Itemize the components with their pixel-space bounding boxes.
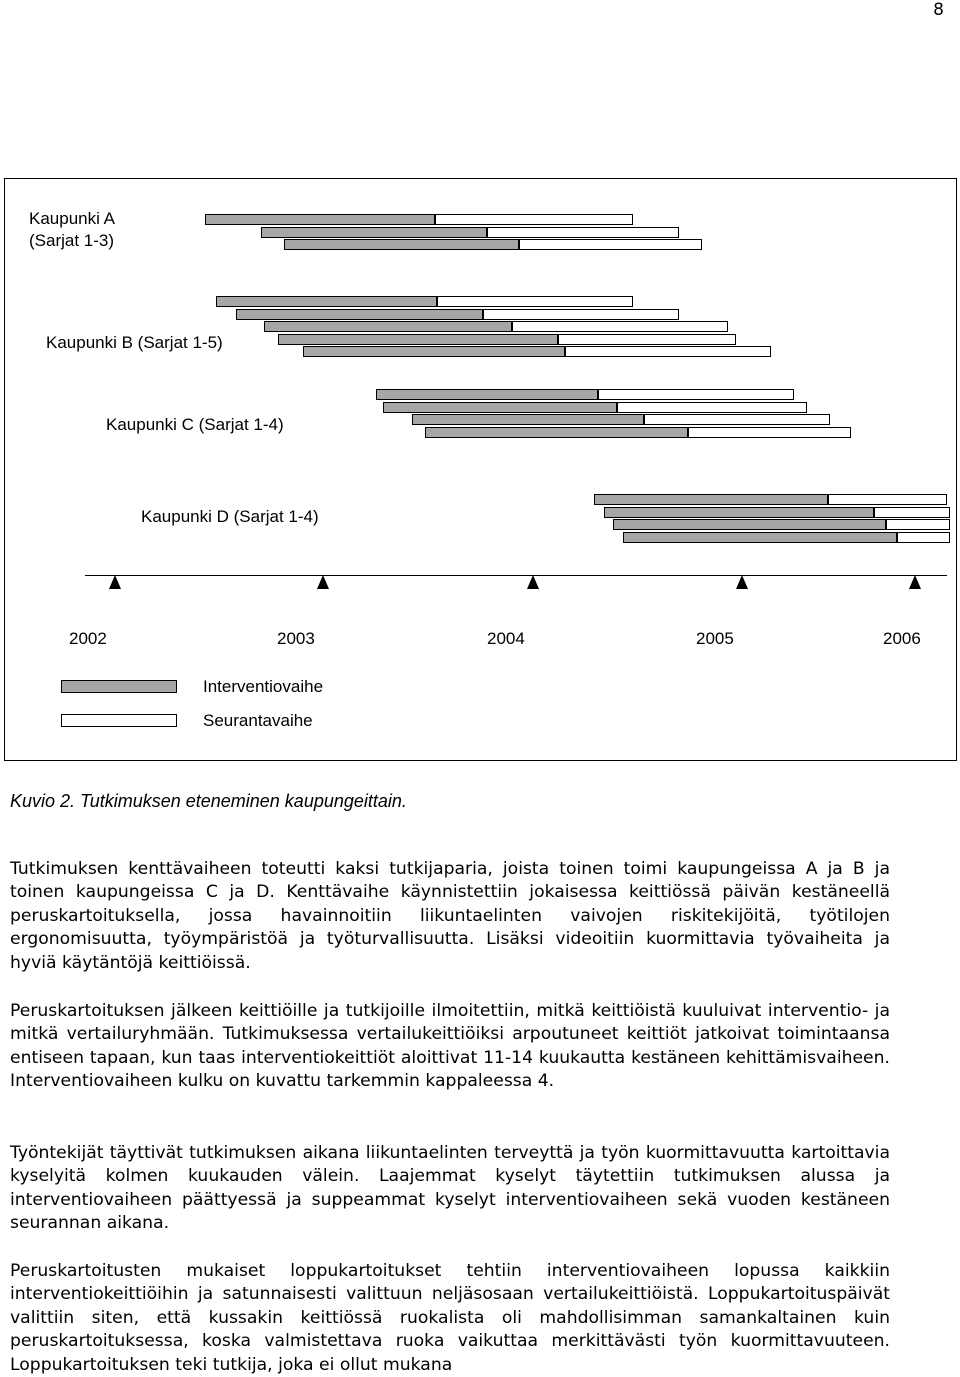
followup-bar: [565, 346, 772, 357]
timeline-tick-2004: [527, 575, 539, 589]
timeline-axis: [85, 575, 947, 576]
followup-bar: [483, 309, 679, 320]
followup-bar: [435, 214, 634, 225]
intervention-bar: [284, 239, 518, 250]
timeline-tick-2006: [909, 575, 921, 589]
followup-bar: [828, 494, 947, 505]
intervention-bar: [594, 494, 828, 505]
intervention-bar: [261, 227, 487, 238]
city-d-label: Kaupunki D (Sarjat 1-4): [141, 507, 319, 526]
timeline-tick-2005: [736, 575, 748, 589]
city-a-label-line1: Kaupunki A: [29, 209, 116, 228]
followup-bar: [897, 532, 950, 543]
followup-bar: [644, 414, 830, 425]
intervention-bar: [604, 507, 874, 518]
intervention-bar: [613, 519, 887, 530]
followup-bar: [519, 239, 703, 250]
followup-bar: [688, 427, 851, 438]
intervention-bar: [425, 427, 688, 438]
intervention-bar: [264, 321, 513, 332]
intervention-bar: [216, 296, 438, 307]
page-number: 8: [933, 0, 944, 20]
city-c-label: Kaupunki C (Sarjat 1-4): [106, 415, 284, 434]
body-paragraph: Työntekijät täyttivät tutkimuksen aikana liikuntaelinten terveyttä ja työn kuormittavuutta kartoittavia kyselyitä kolmen kuukauden välein. Laajemmat kyselyt täytettiin tutkimuksen alussa ja interventiovaiheen päättyessä ja suppeammat kyselyt interventiovaiheen sekä vuoden kestäneen seurannan aikana.: [10, 1143, 890, 1234]
body-paragraph: Peruskartoituksen jälkeen keittiöille ja tutkijoille ilmoitettiin, mitkä keittiöistä kuuluivat interventio- ja mitkä vertailuryhmään. Tutkimuksessa vertailukeittiöiksi arpoutuneet keittiöt jatkoivat toimintaansa entiseen tapaan, kun taas interventiokeittiöt aloittivat 11-14 kuukautta kestäneen kehittämisvaiheen. Interventiovaiheen kulku on kuvattu tarkemmin kappaleessa 4.: [10, 1001, 890, 1092]
year-label: 2006: [883, 629, 921, 648]
year-label: 2004: [487, 629, 525, 648]
body-paragraph: Tutkimuksen kenttävaiheen toteutti kaksi tutkijaparia, joista toinen toimi kaupungeissa A ja B ja toinen kaupungeissa C ja D. Kenttävaihe käynnistettiin jokaisessa keittiössä päivän kestäneellä peruskartoituksella, jossa havainnoitiin liikuntaelinten vaivojen riskitekijöitä, työtilojen ergonomisuutta, työympäristöä ja työturvallisuutta. Lisäksi videoitiin kuormittavia työvaiheita ja hyviä käytäntöjä keittiöissä.: [10, 859, 890, 973]
followup-bar: [487, 227, 679, 238]
followup-bar: [437, 296, 633, 307]
year-label: 2002: [69, 629, 107, 648]
followup-bar: [874, 507, 950, 518]
legend-swatch-intervention: [61, 680, 177, 693]
figure-caption: Kuvio 2. Tutkimuksen eteneminen kaupungeittain.: [10, 791, 407, 811]
intervention-bar: [376, 389, 598, 400]
intervention-bar: [412, 414, 644, 425]
body-paragraph: Peruskartoitusten mukaiset loppukartoitukset tehtiin interventiovaiheen lopussa kaikkiin interventiokeittiöihin ja satunnaisesti valittuun neljäsosaan vertailukeittiöistä. Loppukartoituspäivät valittiin siten, että kussakin keittiössä ruokalista oli mahdollisimman samankaltainen kuin peruskartoituksessa, koska valmistettava ruoka vaikuttaa merkittävästi työn kuormittavuuteen. Loppukartoituksen teki tutkija, joka ei ollut mukana: [10, 1261, 890, 1375]
gantt-figure: [4, 178, 957, 761]
intervention-bar: [236, 309, 483, 320]
city-a-label-line2: (Sarjat 1-3): [29, 231, 115, 250]
followup-bar: [512, 321, 727, 332]
followup-bar: [558, 334, 736, 345]
legend-label-intervention: Interventiovaihe: [203, 677, 324, 696]
intervention-bar: [303, 346, 564, 357]
city-a-label: [29, 208, 115, 252]
city-b-label: Kaupunki B (Sarjat 1-5): [46, 333, 223, 352]
legend-label-followup: Seurantavaihe: [203, 711, 313, 730]
year-label: 2003: [277, 629, 315, 648]
intervention-bar: [278, 334, 558, 345]
legend-swatch-followup: [61, 714, 177, 727]
followup-bar: [617, 402, 807, 413]
intervention-bar: [623, 532, 897, 543]
timeline-tick-2003: [317, 575, 329, 589]
timeline-tick-2002: [109, 575, 121, 589]
followup-bar: [598, 389, 794, 400]
followup-bar: [886, 519, 950, 530]
intervention-bar: [383, 402, 617, 413]
intervention-bar: [205, 214, 435, 225]
year-label: 2005: [696, 629, 734, 648]
